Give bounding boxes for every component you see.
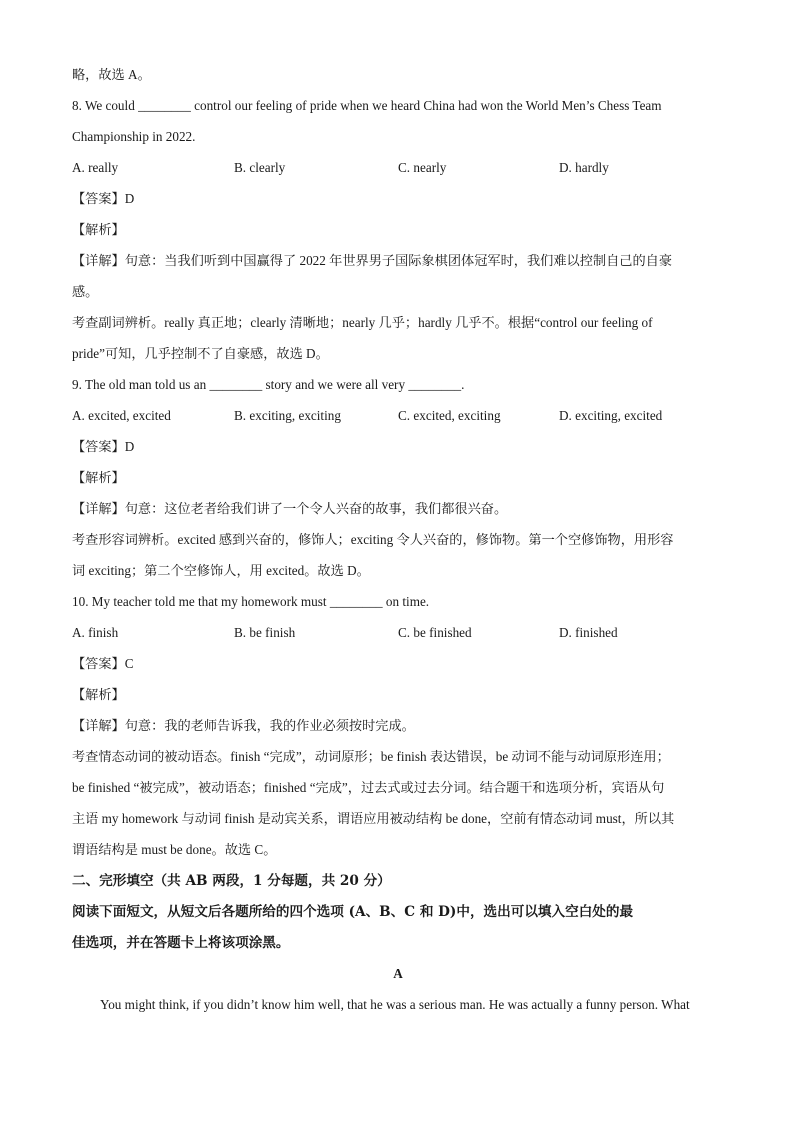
option-a: A. finish [72, 625, 119, 640]
question-10-analysis-label: 【解析】 [72, 687, 125, 702]
document-page [72, 64, 724, 1025]
question-8-detail-continued: 感。 [72, 284, 99, 299]
option-b: B. exciting, exciting [234, 408, 341, 423]
question-8-stem: 8. We could ________ control our feeling of pride when we heard China had won the World Men’s Chess Team [72, 98, 662, 113]
question-9-detail: 【详解】句意：这位老者给我们讲了一个令人兴奋的故事，我们都很兴奋。 [72, 501, 508, 516]
question-8-analysis-label: 【解析】 [72, 222, 125, 237]
question-9-explanation-continued: 词 exciting；第二个空修饰人，用 excited。故选 D。 [72, 563, 370, 578]
question-10-explanation-continued: 主语 my homework 与动词 finish 是动宾关系，谓语应用被动结构 be done，空前有情态动词 must，所以其 [72, 811, 675, 826]
option-c: C. be finished [398, 625, 472, 640]
option-d: D. hardly [559, 160, 609, 175]
question-8-options [72, 157, 724, 188]
section-2-title: 二、完形填空（共 AB 两段，1 分每题，共 20 分） [72, 873, 391, 889]
question-8-explanation: 考查副词辨析。really 真正地；clearly 清晰地；nearly 几乎；hardly 几乎不。根据“control our feeling of [72, 315, 653, 330]
question-9-analysis-label: 【解析】 [72, 470, 125, 485]
question-8-explanation-continued: pride”可知，几乎控制不了自豪感，故选 D。 [72, 346, 329, 361]
question-8-detail: 【详解】句意：当我们听到中国赢得了 2022 年世界男子国际象棋团体冠军时，我们难以控制自己的自豪 [72, 253, 673, 268]
question-9-stem: 9. The old man told us an ________ story and we were all very ________. [72, 377, 465, 392]
option-b: B. clearly [234, 160, 286, 175]
option-a: A. excited, excited [72, 408, 171, 423]
question-9-options [72, 405, 724, 436]
question-10-options [72, 622, 724, 653]
question-8-answer: 【答案】D [72, 191, 135, 206]
passage-first-line: You might think, if you didn’t know him well, that he was a serious man. He was actually a funny person. What [100, 997, 690, 1012]
option-c: C. nearly [398, 160, 447, 175]
passage-label: A [393, 966, 403, 981]
question-8-stem-continued: Championship in 2022. [72, 129, 196, 144]
option-c: C. excited, exciting [398, 408, 501, 423]
question-9-answer: 【答案】D [72, 439, 135, 454]
text-line: 略，故选 A。 [72, 67, 151, 82]
question-10-explanation: 考查情态动词的被动语态。finish “完成”，动词原形；be finish 表达错误，be 动词不能与动词原形连用； [72, 749, 670, 764]
question-10-answer: 【答案】C [72, 656, 134, 671]
option-a: A. really [72, 160, 119, 175]
option-d: D. exciting, excited [559, 408, 663, 423]
question-10-explanation-continued: 谓语结构是 must be done。故选 C。 [72, 842, 277, 857]
question-10-stem: 10. My teacher told me that my homework must ________ on time. [72, 594, 430, 609]
option-d: D. finished [559, 625, 618, 640]
question-9-explanation: 考查形容词辨析。excited 感到兴奋的，修饰人；exciting 令人兴奋的，修饰物。第一个空修饰物，用形容 [72, 532, 674, 547]
option-b: B. be finish [234, 625, 296, 640]
section-2-instructions: 阅读下面短文，从短文后各题所给的四个选项 (A、B、C 和 D)中，选出可以填入空白处的最 [72, 904, 634, 920]
section-2-instructions-continued: 佳选项，并在答题卡上将该项涂黑。 [72, 935, 290, 951]
question-10-detail: 【详解】句意：我的老师告诉我，我的作业必须按时完成。 [72, 718, 415, 733]
question-10-explanation-continued: be finished “被完成”，被动语态；finished “完成”，过去式或过去分词。结合题干和选项分析，宾语从句 [72, 780, 665, 795]
